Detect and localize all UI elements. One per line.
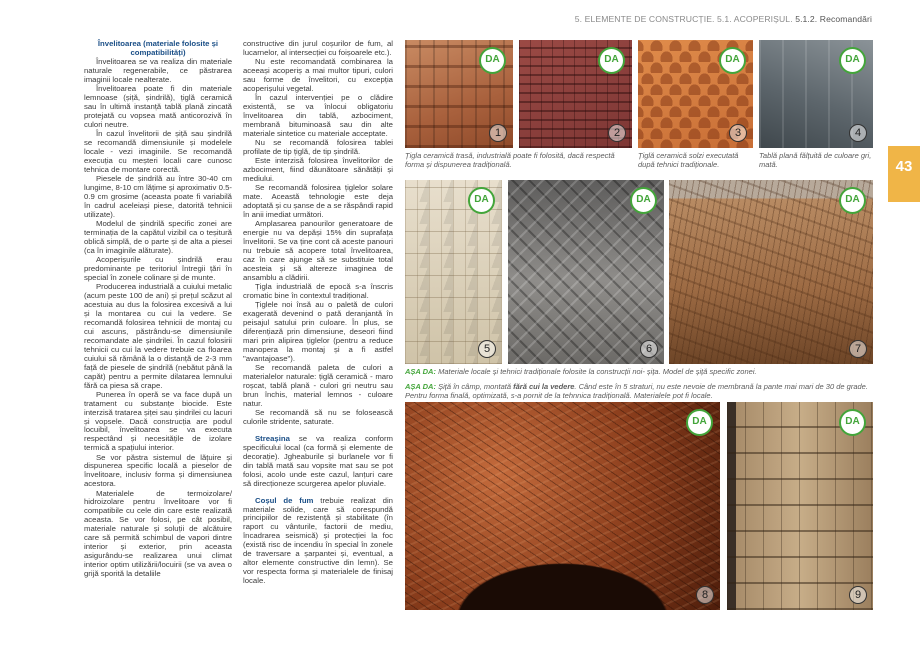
caption-photos-1-2: Țigla ceramică trasă, industrială poate fi folosită, dacă respectă forma și dispunerea tradițională. — [405, 151, 615, 169]
paragraph: Nu se recomandă folosirea tablei profilate de tip țiglă, de tip șindrilă. — [243, 138, 393, 156]
photo-number: 5 — [478, 340, 496, 358]
photo-scale-tile-roof — [638, 40, 753, 148]
paragraph: Se recomandă folosirea țiglelor solare mate. Această tehnologie este deja adoptată și cu șanse de a se răspândi rapid în anii imediat următori. — [243, 183, 393, 220]
paragraph: Se vor păstra sistemul de lățuire și dispunerea specific locală a pieselor de învelitoare, inclusiv forma și dimensiunea acestora. — [84, 452, 232, 489]
page-header — [575, 14, 872, 24]
photo-number: 3 — [729, 124, 747, 142]
photo-tile-roof-2 — [519, 40, 632, 148]
paragraph: Modelul de șindrilă specific zonei are terminația de la capătul vizibil ca o teșitură oblică simplă, de o parte și de alta a piesei (ca în imaginile alăturate). — [84, 219, 232, 255]
photo-metal-sheet-roof — [759, 40, 873, 148]
header-section: 5. ELEMENTE DE CONSTRUCȚIE. — [574, 14, 715, 24]
da-badge: DA — [479, 47, 506, 74]
da-badge: DA — [719, 47, 746, 74]
caption-emphasis: fără cui la vedere — [513, 382, 575, 391]
photo-number: 4 — [849, 124, 867, 142]
caption-text: Șiță în câmp, montată — [438, 382, 512, 391]
paragraph: Se recomandă să nu se folosească culorile stridente, saturate. — [243, 407, 393, 426]
paragraph: Învelitoarea poate fi din materiale lemnoase (șiță, șindrilă), țiglă ceramică sau în ultimă instanță tablă plană zincată protejată cu vopsea mată anticorozivă în culori neutre. — [84, 84, 232, 129]
photo-shingle-vault — [405, 402, 720, 610]
paragraph: Amplasarea panourilor generatoare de energie nu va depăși 15% din suprafața învelitorii. Se va ține cont că aceste panouri nu trebuie să acopere total învelitoarea, caz în care ajunge să se substituie total acesteia și să altereze imaginea de ansamblu a clădirii. — [243, 219, 393, 282]
da-badge: DA — [839, 187, 866, 214]
da-badge: DA — [686, 409, 713, 436]
text-column-2 — [243, 40, 393, 586]
paragraph: Acoperișurile cu șindrilă erau predominante pe teritoriul întregii țări în special în zonele colinare și de munte. — [84, 255, 232, 282]
da-badge: DA — [630, 187, 657, 214]
paragraph: Producerea industrială a cuiului metalic (acum peste 100 de ani) și prețul scăzut al acestuia au dus la folosirea excesivă a lui și la montarea cu cui la vedere. Se recomandă folosirea tehnicii de montaj cu cui ascuns, păstrându-se dimensiunile recomandate ale șindrilei. În cazul folosirii tehnicii cu cui la vedere trebuie ca floarea cuiului să rămână la o distanță de 2-3 mm față de piesele de șindrilă (nebătut până la capăt) pentru a permite dilatarea lemnului fără ca piesa să crape. — [84, 282, 232, 390]
page-number-tab — [888, 146, 920, 202]
streasina-paragraph — [243, 435, 393, 489]
paragraph: Învelitoarea se va realiza din materiale naturale regenerabile, ce păstrarea imaginii locale nealterate. — [84, 57, 232, 84]
paragraph: Punerea în operă se va face după un tratament cu substanțe biocide. Este interzisă tratarea șiței sau șindrilei cu lacuri și vopsele. Dacă construcția are podul locuibil, învelitoarea se va executa respectând și necesitățile de izolare termică a spațiului interior. — [84, 389, 232, 453]
caption-photo-4: Tablă plană fălțuită de culoare gri, mată. — [759, 151, 872, 169]
caption-prefix: AȘA DA: — [405, 382, 436, 391]
paragraph: Țigla industrială de epocă s-a înscris cromatic bine în contextul tradițional. — [243, 282, 393, 300]
caption-text: Materiale locale și tehnici tradiționale folosite la construcții noi- șița. Model de șiță specific zonei. — [438, 367, 757, 376]
paragraph: Este interzisă folosirea învelitorilor de azbociment, fiind dăunătoare sănătății și mediului. — [243, 156, 393, 184]
paragraph: Țiglele noi însă au o paletă de culori exagerată devenind o pată deranjantă în peisajul satului prin culoare. În plus, se diferențiază prin dimensiune, deseori fiind mari prin alipirea țiglelor (pentru a reduce manopera la montaj și a fi astfel "avantajoase"). — [243, 300, 393, 363]
photo-shingle-facade — [727, 402, 873, 610]
da-badge: DA — [839, 47, 866, 74]
streasina-title: Streașina — [255, 433, 290, 443]
paragraph: În cazul învelitorii de șiță sau șindrilă se recomandă dimensiunile și modelele locale - vezi imaginile. Se recomandă execuția cu meșteri locali care cunosc tehnica de montare corectă. — [84, 129, 232, 174]
cos-title: Coșul de fum — [255, 495, 314, 505]
streasina-text: se va realiza conform specificului local (ca formă și elemente de decorație). Jgheaburile și burlanele vor fi din tablă mată sau vopsite mat sau se pot folosi, acolo unde este cazul, lanțuri care să direcționeze scurgerea apelor pluviale. — [243, 433, 394, 488]
caption-photo-3: Țiglă ceramică solzi executată după tehnici tradiționale. — [638, 151, 739, 169]
text-column-1 — [84, 40, 232, 579]
da-badge: DA — [839, 409, 866, 436]
section-heading-invelitoarea: Învelitoarea (materiale folosite și compatibilități) — [97, 39, 219, 57]
header-current: 5.1.2. Recomandări — [795, 14, 872, 24]
paragraph: Piesele de șindrilă au între 30-40 cm lungime, 8-10 cm lățime și aproximativ 0.5-0.9 cm grosime (aceasta poate fi variabilă în cadrul aceleiași piese, datorită tehnicii utilizate). — [84, 174, 232, 219]
photo-tile-roof-1 — [405, 40, 513, 148]
da-badge: DA — [598, 47, 625, 74]
photo-shingle-roof-construction — [669, 180, 873, 364]
cos-paragraph — [243, 497, 393, 587]
photo-shingle-roof-grey — [508, 180, 664, 364]
photo-shingle-wall — [405, 180, 502, 364]
photo-number: 9 — [849, 586, 867, 604]
header-subsection: 5.1. ACOPERIȘUL. — [717, 14, 793, 24]
paragraph: Materialele de termoizolare/ hidroizolare pentru învelitoare vor fi compatibile cu cele din care este realizată aceasta. Se vor folosi, pe cât posibil, materiale naturale și soluții de alcătuire care să permită schimbul de vapori dintre interior și exterior, prin aceasta asigurându-se realizarea unui climat interior optim utilizării/locuirii (se va avea o grijă sporită la detaliile — [84, 488, 232, 579]
photo-number: 7 — [849, 340, 867, 358]
caption-row-2 — [405, 367, 875, 376]
caption-row-3 — [405, 382, 875, 400]
paragraph: Se recomandă paleta de culori a materialelor naturale: țiglă ceramică - maro roșcat, tablă plană - culori gri neutru sau brun închis, material lemnos - culoare natur. — [243, 363, 393, 408]
page-number: 43 — [895, 158, 913, 175]
photo-number: 2 — [608, 124, 626, 142]
cos-text: trebuie realizat din materiale solide, care să corespundă principiilor de rezistență și stabilitate (în raport cu vânturile, factorii de mediu, încadrarea seismică) și protecției la foc (există risc de incendiu în special în zonele de traversare a șarpantei și, eventual, a altor elemente constructive din lemn). Se vor respecta forma și materialele de finisaj locale. — [243, 495, 393, 586]
caption-text: . Când este în 5 straturi, nu este nevoie de membrană la pante mai mari de 30 de grade. Pentru forma finală, optimizată, s-a pornit de la tehnnica tradițională. Materialele pot fi locale. — [405, 382, 868, 400]
paragraph: constructive din jurul coșurilor de fum, al lucarnelor, al intersecției cu foișoarele etc.). — [243, 39, 393, 57]
caption-prefix: AȘA DA: — [405, 367, 436, 376]
paragraph: Nu este recomandată combinarea la aceeași acoperiș a mai multor tipuri, culori sau forme de învelitori, cu excepția acoperișului vegetal. — [243, 57, 393, 93]
paragraph: În cazul intervenției pe o clădire existentă, se va înlocui obligatoriu învelitoarea din tablă, azbociment, membrană bituminoasă sau din alte materiale sintetice cu materiale acceptate. — [243, 93, 393, 138]
photo-number: 8 — [696, 586, 714, 604]
da-badge: DA — [468, 187, 495, 214]
photo-number: 1 — [489, 124, 507, 142]
photo-number: 6 — [640, 340, 658, 358]
